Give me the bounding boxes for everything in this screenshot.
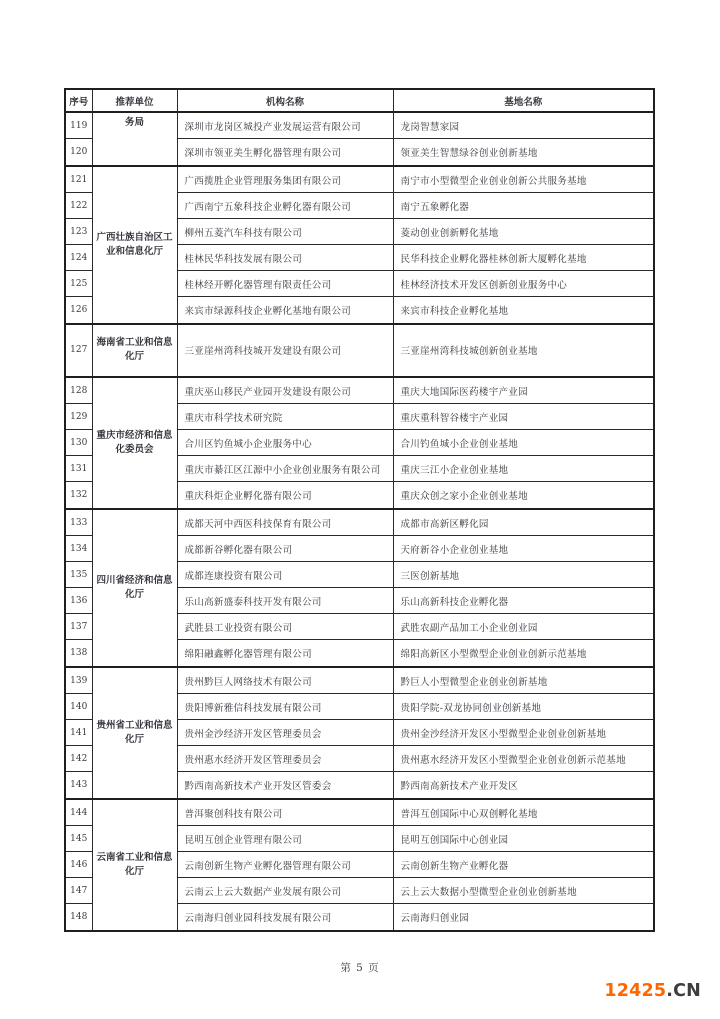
- recommending-unit-cell: 云南省工业和信息化厅: [92, 799, 177, 931]
- serial-number-cell: 133: [65, 509, 92, 536]
- table-row: [65, 509, 654, 536]
- institution-name-cell: 合川区钓鱼城小企业服务中心: [177, 430, 393, 456]
- serial-number-cell: 143: [65, 772, 92, 799]
- serial-number-cell: 137: [65, 614, 92, 640]
- base-name-cell: 来宾市科技企业孵化基地: [393, 297, 654, 324]
- recommending-unit-cell: 海南省工业和信息化厅: [92, 324, 177, 377]
- serial-number-cell: 134: [65, 536, 92, 562]
- table-row: [65, 377, 654, 404]
- serial-number-cell: 135: [65, 562, 92, 588]
- serial-number-cell: 141: [65, 720, 92, 746]
- institution-name-cell: 重庆市綦江区江源中小企业创业服务有限公司: [177, 456, 393, 482]
- base-name-cell: 成都市高新区孵化园: [393, 509, 654, 536]
- institution-name-cell: 重庆市科学技术研究院: [177, 404, 393, 430]
- header-base-name: 基地名称: [393, 89, 654, 112]
- base-table: [64, 88, 655, 932]
- table-row: [65, 112, 654, 139]
- base-name-cell: 贵州金沙经济开发区小型微型企业创业创新基地: [393, 720, 654, 746]
- institution-name-cell: 柳州五菱汽车科技有限公司: [177, 219, 393, 245]
- serial-number-cell: 145: [65, 826, 92, 852]
- serial-number-cell: 138: [65, 640, 92, 667]
- serial-number-cell: 122: [65, 193, 92, 219]
- serial-number-cell: 147: [65, 878, 92, 904]
- serial-number-cell: 119: [65, 112, 92, 139]
- institution-name-cell: 贵州惠水经济开发区管理委员会: [177, 746, 393, 772]
- serial-number-cell: 126: [65, 297, 92, 324]
- table-row: [65, 166, 654, 193]
- table-header-row: [65, 89, 654, 112]
- institution-name-cell: 成都连康投资有限公司: [177, 562, 393, 588]
- serial-number-cell: 121: [65, 166, 92, 193]
- table-body: [65, 112, 654, 931]
- header-serial-number: 序号: [65, 89, 92, 112]
- institution-name-cell: 广西南宁五象科技企业孵化器有限公司: [177, 193, 393, 219]
- base-name-cell: 龙岗智慧家园: [393, 112, 654, 139]
- institution-name-cell: 三亚崖州湾科技城开发建设有限公司: [177, 324, 393, 377]
- table-row: [65, 799, 654, 826]
- base-name-cell: 绵阳高新区小型微型企业创业创新示范基地: [393, 640, 654, 667]
- base-name-cell: 三医创新基地: [393, 562, 654, 588]
- institution-name-cell: 昆明互创企业管理有限公司: [177, 826, 393, 852]
- recommending-unit-cell: 广西壮族自治区工业和信息化厅: [92, 166, 177, 324]
- serial-number-cell: 123: [65, 219, 92, 245]
- institution-name-cell: 云南创新生物产业孵化器管理有限公司: [177, 852, 393, 878]
- recommending-unit-cell: 贵州省工业和信息化厅: [92, 667, 177, 799]
- serial-number-cell: 144: [65, 799, 92, 826]
- serial-number-cell: 131: [65, 456, 92, 482]
- institution-name-cell: 绵阳融鑫孵化器管理有限公司: [177, 640, 393, 667]
- institution-name-cell: 云南海归创业园科技发展有限公司: [177, 904, 393, 931]
- base-name-cell: 三亚崖州湾科技城创新创业基地: [393, 324, 654, 377]
- serial-number-cell: 129: [65, 404, 92, 430]
- base-name-cell: 贵州惠水经济开发区小型微型企业创业创新示范基地: [393, 746, 654, 772]
- serial-number-cell: 128: [65, 377, 92, 404]
- institution-name-cell: 贵州黔巨人网络技术有限公司: [177, 667, 393, 694]
- base-name-cell: 重庆三江小企业创业基地: [393, 456, 654, 482]
- institution-name-cell: 桂林民华科技发展有限公司: [177, 245, 393, 271]
- base-name-cell: 贵阳学院-双龙协同创业创新基地: [393, 694, 654, 720]
- serial-number-cell: 136: [65, 588, 92, 614]
- base-name-cell: 黔巨人小型微型企业创业创新基地: [393, 667, 654, 694]
- base-name-cell: 普洱互创国际中心双创孵化基地: [393, 799, 654, 826]
- base-name-cell: 云南创新生物产业孵化器: [393, 852, 654, 878]
- institution-name-cell: 桂林经开孵化器管理有限责任公司: [177, 271, 393, 297]
- base-name-cell: 桂林经济技术开发区创新创业服务中心: [393, 271, 654, 297]
- serial-number-cell: 130: [65, 430, 92, 456]
- base-name-cell: 重庆众创之家小企业创业基地: [393, 482, 654, 509]
- base-name-cell: 云上云大数据小型微型企业创业创新基地: [393, 878, 654, 904]
- serial-number-cell: 127: [65, 324, 92, 377]
- institution-name-cell: 云南云上云大数据产业发展有限公司: [177, 878, 393, 904]
- serial-number-cell: 139: [65, 667, 92, 694]
- base-name-cell: 天府新谷小企业创业基地: [393, 536, 654, 562]
- serial-number-cell: 124: [65, 245, 92, 271]
- base-name-cell: 合川钓鱼城小企业创业基地: [393, 430, 654, 456]
- institution-name-cell: 深圳市龙岗区城投产业发展运营有限公司: [177, 112, 393, 139]
- base-name-cell: 武胜农副产品加工小企业创业园: [393, 614, 654, 640]
- institution-name-cell: 成都天河中西医科技保育有限公司: [177, 509, 393, 536]
- base-name-cell: 南宁市小型微型企业创业创新公共服务基地: [393, 166, 654, 193]
- serial-number-cell: 142: [65, 746, 92, 772]
- table-row: [65, 324, 654, 377]
- site-logo-suffix: .CN: [666, 981, 701, 1001]
- table-row: [65, 667, 654, 694]
- base-name-cell: 重庆重科智谷楼宇产业园: [393, 404, 654, 430]
- page-number: 第 5 页: [340, 962, 380, 974]
- recommending-unit-cell: 四川省经济和信息化厅: [92, 509, 177, 667]
- base-name-cell: 重庆大地国际医药楼宇产业园: [393, 377, 654, 404]
- institution-name-cell: 重庆科炬企业孵化器有限公司: [177, 482, 393, 509]
- recommending-unit-cell: 重庆市经济和信息化委员会: [92, 377, 177, 509]
- institution-name-cell: 贵州金沙经济开发区管理委员会: [177, 720, 393, 746]
- site-logo[interactable]: [604, 981, 701, 1001]
- serial-number-cell: 125: [65, 271, 92, 297]
- institution-name-cell: 贵阳博新雅信科技发展有限公司: [177, 694, 393, 720]
- header-institution-name: 机构名称: [177, 89, 393, 112]
- base-name-cell: 南宁五象孵化器: [393, 193, 654, 219]
- institution-name-cell: 广西揽胜企业管理服务集团有限公司: [177, 166, 393, 193]
- site-logo-prefix: 12425: [604, 981, 667, 1001]
- institution-name-cell: 武胜县工业投资有限公司: [177, 614, 393, 640]
- recommending-unit-cell: 务局: [92, 112, 177, 166]
- base-name-cell: 菱动创业创新孵化基地: [393, 219, 654, 245]
- institution-name-cell: 成都新谷孵化器有限公司: [177, 536, 393, 562]
- base-name-cell: 云南海归创业园: [393, 904, 654, 931]
- serial-number-cell: 140: [65, 694, 92, 720]
- institution-name-cell: 重庆巫山移民产业园开发建设有限公司: [177, 377, 393, 404]
- base-name-cell: 领亚美生智慧绿谷创业创新基地: [393, 139, 654, 166]
- serial-number-cell: 148: [65, 904, 92, 931]
- institution-name-cell: 深圳市领亚美生孵化器管理有限公司: [177, 139, 393, 166]
- header-recommending-unit: 推荐单位: [92, 89, 177, 112]
- institution-name-cell: 普洱聚创科技有限公司: [177, 799, 393, 826]
- institution-name-cell: 乐山高新盛泰科技开发有限公司: [177, 588, 393, 614]
- base-name-cell: 黔西南高新技术产业开发区: [393, 772, 654, 799]
- serial-number-cell: 132: [65, 482, 92, 509]
- base-name-cell: 乐山高新科技企业孵化器: [393, 588, 654, 614]
- institution-name-cell: 黔西南高新技术产业开发区管委会: [177, 772, 393, 799]
- institution-name-cell: 来宾市绿源科技企业孵化基地有限公司: [177, 297, 393, 324]
- base-name-cell: 民华科技企业孵化器桂林创新大厦孵化基地: [393, 245, 654, 271]
- serial-number-cell: 146: [65, 852, 92, 878]
- serial-number-cell: 120: [65, 139, 92, 166]
- base-name-cell: 昆明互创国际中心创业园: [393, 826, 654, 852]
